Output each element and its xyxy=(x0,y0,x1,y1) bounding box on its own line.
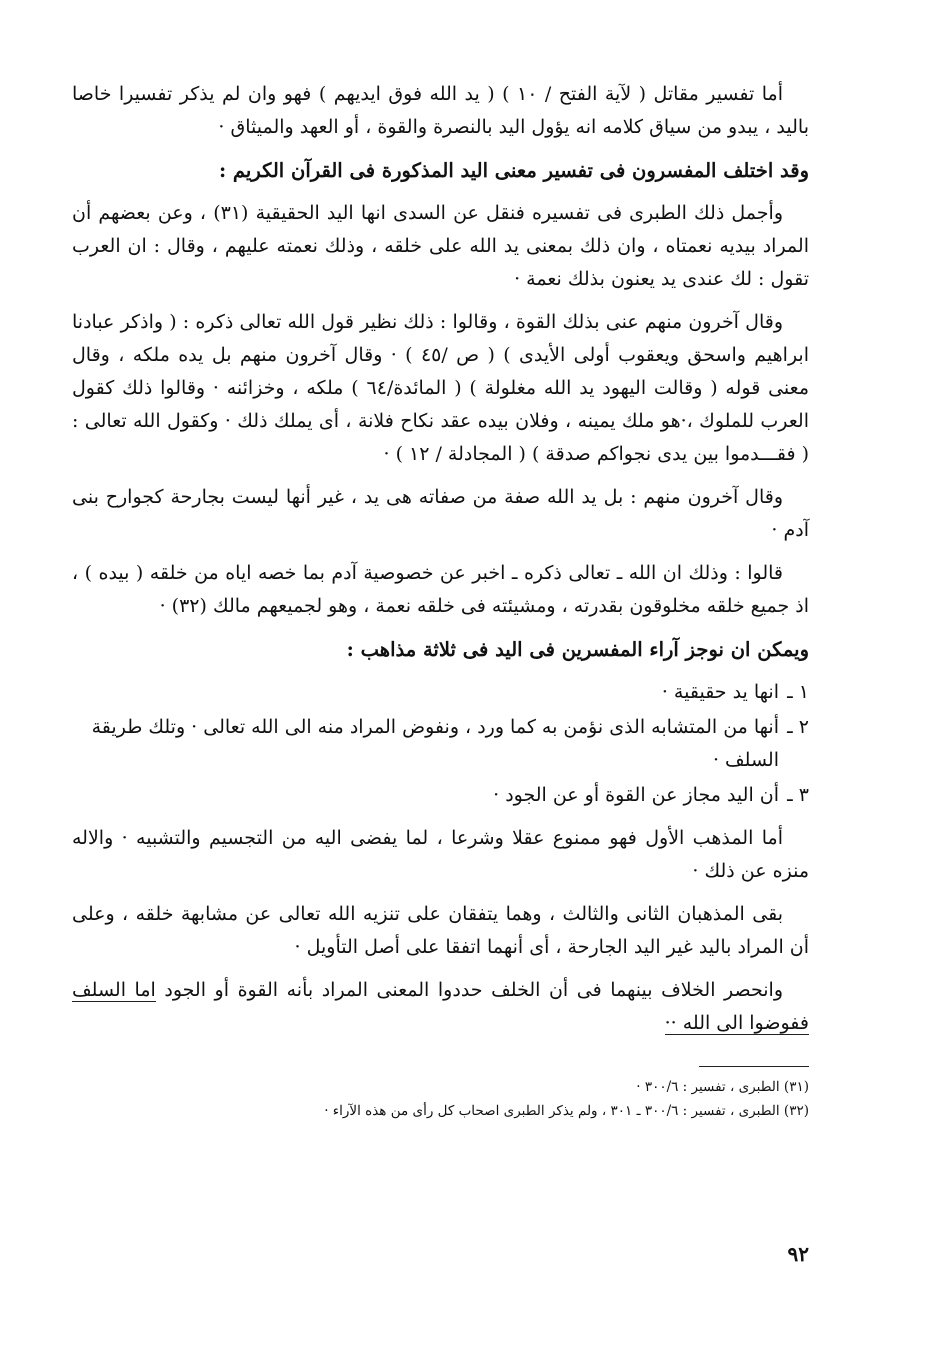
list-item-number: ١ ـ xyxy=(787,681,809,703)
paragraph-tabari: وأجمل ذلك الطبرى فى تفسيره فنقل عن السدى انها اليد الحقيقية (٣١) ، وعن بعضهم أن المراد بيديه نعمتاه ، وان ذلك بمعنى يد الله على خلقه ، وذلك نعمته عليهم ، وقال : ان العرب تقول : لك عندى يد يعنون بذلك نعمة · xyxy=(72,202,809,290)
page-number: ٩٢ xyxy=(787,1242,809,1266)
paragraph-disagreement xyxy=(72,974,809,1040)
footnote-32: (٣٢) الطبرى ، تفسير : ٣٠٠/٦ ـ ٣٠١ ، ولم يذكر الطبرى اصحاب كل رأى من هذه الآراء · xyxy=(324,1103,809,1119)
list-item xyxy=(72,711,809,777)
list-item xyxy=(72,676,809,709)
paragraph-disagreement-text: وانحصر الخلاف بينهما فى أن الخلف حددوا المعنى المراد بأنه القوة أو الجود xyxy=(164,979,784,1001)
section-heading-three-schools: ويمكن ان نوجز آراء المفسرين فى اليد فى ثلاثة مذاهب : xyxy=(346,638,809,661)
paragraph-first-school: أما المذهب الأول فهو ممنوع عقلا وشرعا ، لما يفضى اليه من التجسيم والتشبيه · والاله منزه عن ذلك · xyxy=(72,827,809,882)
list-item-number: ٢ ـ xyxy=(787,716,809,738)
paragraph-second-third: بقى المذهبان الثانى والثالث ، وهما يتفقان على تنزيه الله تعالى عن مشابهة خلقه ، وعلى أن المراد باليد غير اليد الجارحة ، أى أنهما اتفقا على أصل التأويل · xyxy=(72,903,809,958)
list-item-number: ٣ ـ xyxy=(787,784,809,806)
list-item-text: أنها من المتشابه الذى نؤمن به كما ورد ، ونفوض المراد منه الى الله تعالى · وتلك طريقة السلف · xyxy=(91,716,779,771)
footnotes xyxy=(72,1075,809,1123)
footnote-divider xyxy=(699,1066,809,1067)
list-item xyxy=(72,779,809,812)
paragraph-disagreement-last-line: اما السلف ففوضوا الى الله ·· xyxy=(72,979,809,1034)
list-item-text: انها يد حقيقية · xyxy=(661,681,779,703)
list-item-text: أن اليد مجاز عن القوة أو عن الجود · xyxy=(493,784,779,806)
schools-list xyxy=(72,676,809,812)
paragraph-muqatil: أما تفسير مقاتل ( لآية الفتح / ١٠ ) ( يد الله فوق ايديهم ) فهو وان لم يذكر تفسيرا خاصا باليد ، يبدو من سياق كلامه انه يؤول اليد بالنصرة والقوة ، أو العهد والميثاق · xyxy=(72,83,809,138)
paragraph-others-attribute: وقال آخرون منهم : بل يد الله صفة من صفاته هى يد ، غير أنها ليست بجارحة كجوارح بنى آدم · xyxy=(72,486,809,541)
section-heading-yad: وقد اختلف المفسرون فى تفسير معنى اليد المذكورة فى القرآن الكريم : xyxy=(218,159,809,182)
paragraph-adam: قالوا : وذلك ان الله ـ تعالى ذكره ـ اخبر عن خصوصية آدم بما خصه اياه من خلقه ( بيده ) ، اذ جميع خلقه مخلوقون بقدرته ، ومشيئته فى خلقه نعمة ، وهو لجميعهم مالك (٣٢) · xyxy=(72,562,809,617)
footnote-31: (٣١) الطبرى ، تفسير : ٣٠٠/٦ · xyxy=(636,1079,809,1095)
main-text xyxy=(72,78,809,1040)
paragraph-others-power: وقال آخرون منهم عنى بذلك القوة ، وقالوا : ذلك نظير قول الله تعالى ذكره : ( واذكر عبادنا ابراهيم واسحق ويعقوب أولى الأيدى ) ( ص /٤٥ ) · وقال آخرون منهم بل يده ملكه ، وقال معنى قوله ( وقالت اليهود يد الله مغلولة ) ( المائدة/٦٤ ) ملكه ، وخزائنه · وقالوا ذلك كقول العرب للملوك ،·هو ملك يمينه ، وفلان بيده عقد نكاح فلانة ، أى يملك ذلك · وكقول الله تعالى : ( فقـــدموا بين يدى نجواكم صدقة ) ( المجادلة / ١٢ ) · xyxy=(72,311,809,465)
